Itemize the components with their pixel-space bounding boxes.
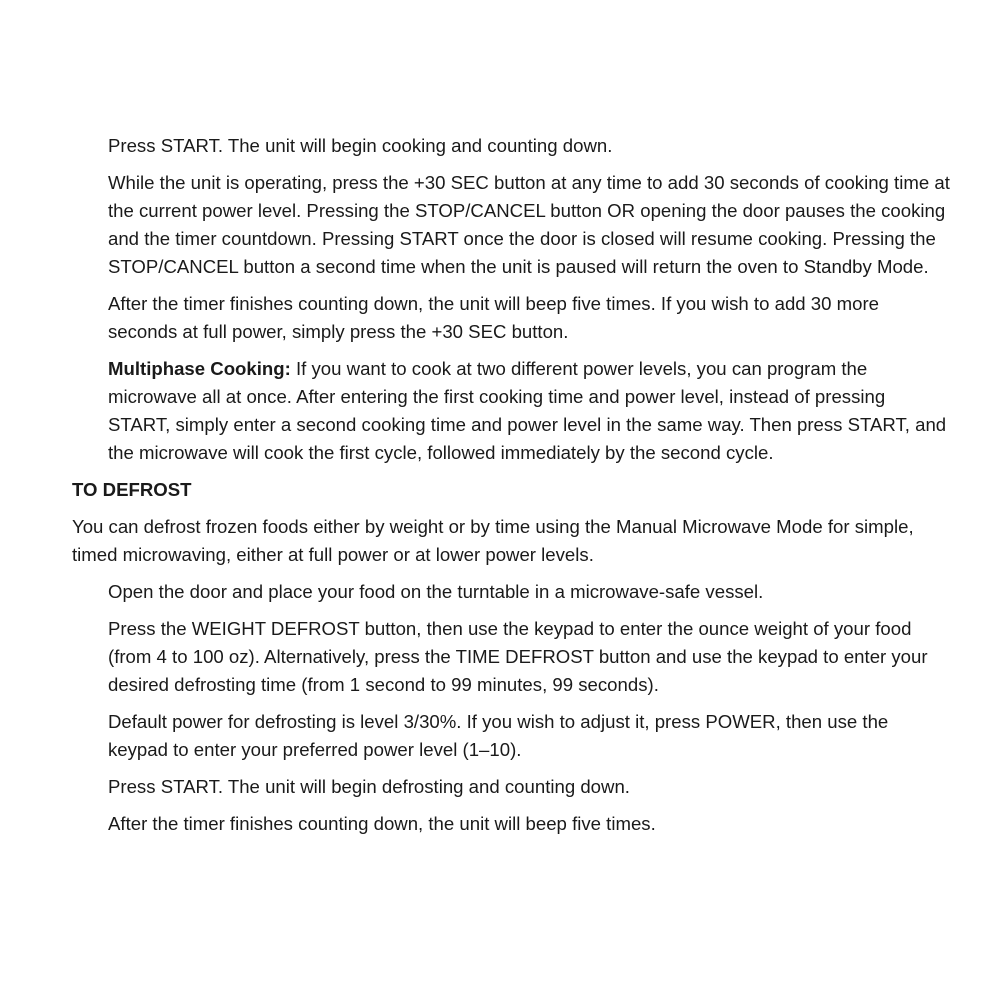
cooking-step-finish: After the timer finishes counting down, the unit will beep five times. If you wish to add 30 more seconds at full power, simply press the +30 SEC button. [108,293,879,342]
multiphase-cooking-paragraph [108,355,952,467]
cooking-step-operating: While the unit is operating, press the +30 SEC button at any time to add 30 seconds of cooking time at the current power level. Pressing the STOP/CANCEL button OR opening the door pauses the cooking and the timer countdown. Pressing START once the door is closed will resume cooking. Pressing the STOP/CANCEL button a second time when the unit is paused will return the oven to Standby Mode. [108,172,950,277]
defrost-step-finish: After the timer finishes counting down, the unit will beep five times. [108,813,656,834]
defrost-step-open: Open the door and place your food on the turntable in a microwave-safe vessel. [108,581,764,602]
defrost-heading: TO DEFROST [72,479,192,500]
cooking-step-start: Press START. The unit will begin cooking and counting down. [108,135,613,156]
manual-page [72,132,952,847]
defrost-step-start: Press START. The unit will begin defrosting and counting down. [108,776,630,797]
multiphase-cooking-text: If you want to cook at two different power levels, you can program the microwave all at once. After entering the first cooking time and power level, instead of pressing START, simply enter a second cooking time and power level in the same way. Then press START, and the microwave will cook the first cycle, followed immediately by the second cycle. [108,358,947,463]
defrost-intro: You can defrost frozen foods either by weight or by time using the Manual Microwave Mode for simple, timed microwaving, either at full power or at lower power levels. [72,516,914,565]
defrost-step-power: Default power for defrosting is level 3/30%. If you wish to adjust it, press POWER, then use the keypad to enter your preferred power level (1–10). [108,711,889,760]
multiphase-cooking-label: Multiphase Cooking: [108,358,291,379]
defrost-step-weight: Press the WEIGHT DEFROST button, then use the keypad to enter the ounce weight of your food (from 4 to 100 oz). Alternatively, press the TIME DEFROST button and use the keypad to enter your desired defrosting time (from 1 second to 99 minutes, 99 seconds). [108,618,928,695]
